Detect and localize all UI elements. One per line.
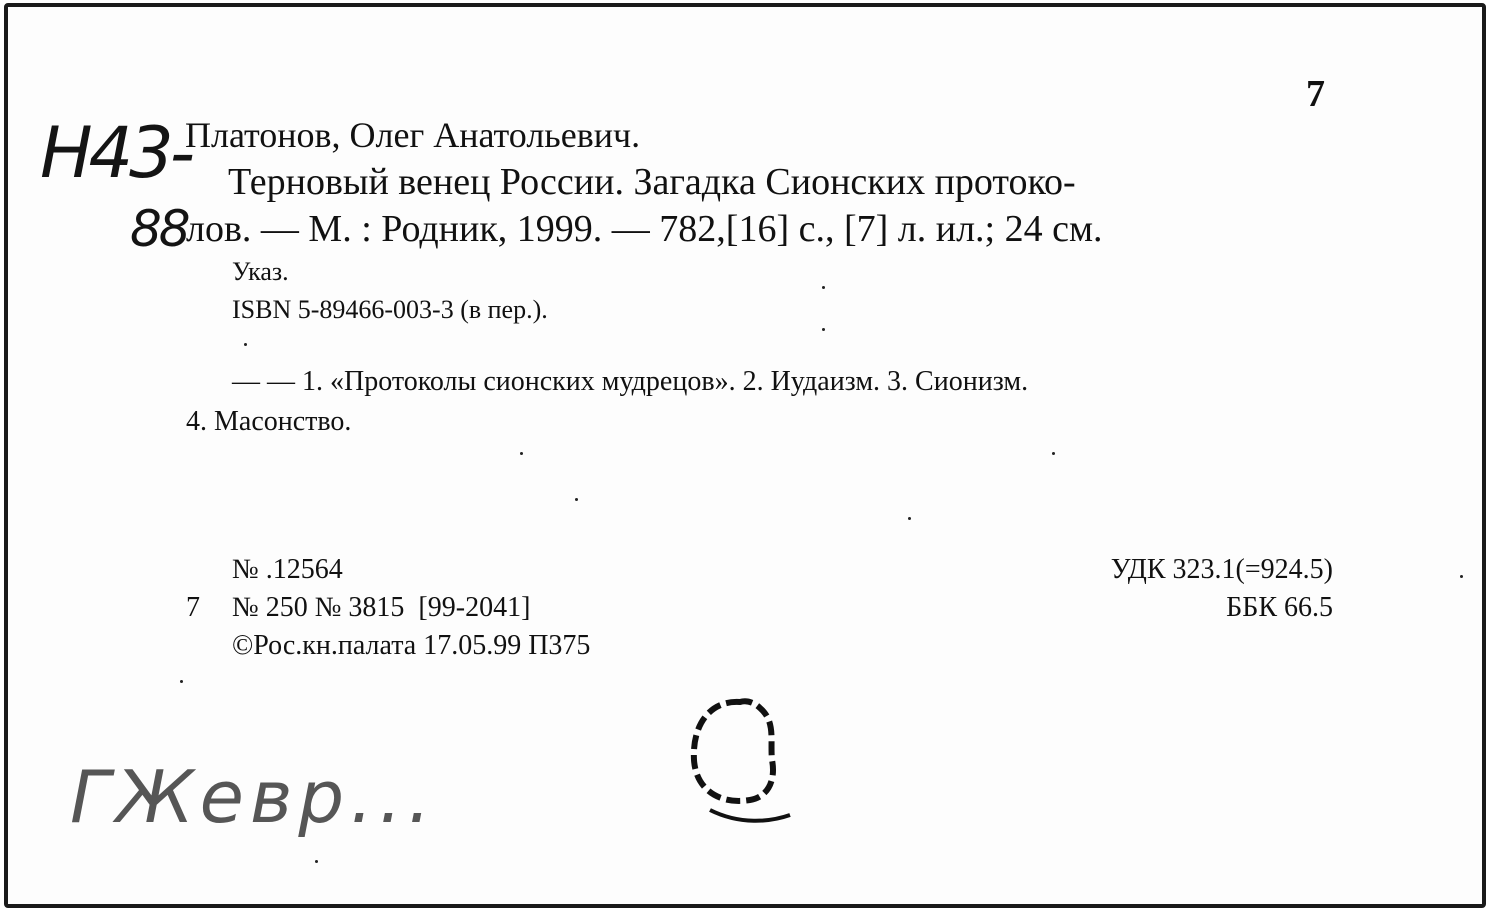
scan-speck (520, 452, 523, 455)
stamp-mark (680, 680, 810, 830)
registration-numbers: № 250 № 3815 [99-2041] (232, 592, 531, 623)
record-number: № .12564 (232, 554, 343, 585)
copies-count: 7 (186, 592, 200, 623)
book-chamber-line: ©Рос.кн.палата 17.05.99 П375 (232, 630, 591, 661)
call-number-handwritten-suffix: 88 (130, 200, 188, 258)
scan-speck (1460, 575, 1463, 578)
pencil-note-handwritten: ГЖевр... (70, 755, 437, 839)
title-line-1: Терновый венец России. Загадка Сионских протоко- (228, 161, 1076, 203)
scan-speck (822, 286, 825, 289)
index-note: Указ. (232, 257, 289, 286)
scan-speck (575, 498, 578, 501)
udk-code: УДК 323.1(=924.5) (1110, 554, 1333, 585)
scan-speck (908, 517, 911, 520)
scan-speck (244, 343, 247, 346)
scan-speck (1052, 452, 1055, 455)
title-line-2: лов. — М. : Родник, 1999. — 782,[16] с., [7] л. ил.; 24 см. (186, 208, 1103, 250)
bbk-code: ББК 66.5 (1226, 592, 1333, 623)
author-heading: Платонов, Олег Анатольевич. (185, 115, 641, 155)
call-number-handwritten: Н43- (40, 112, 191, 194)
scan-speck (822, 328, 825, 331)
scan-speck (315, 860, 318, 863)
isbn: ISBN 5-89466-003-3 (в пер.). (232, 295, 548, 324)
subject-headings-line-2: 4. Масонство. (186, 406, 352, 437)
page-number: 7 (1306, 73, 1325, 115)
subject-headings-line-1: — — 1. «Протоколы сионских мудрецов». 2. Иудаизм. 3. Сионизм. (232, 366, 1029, 397)
scan-speck (180, 680, 183, 683)
